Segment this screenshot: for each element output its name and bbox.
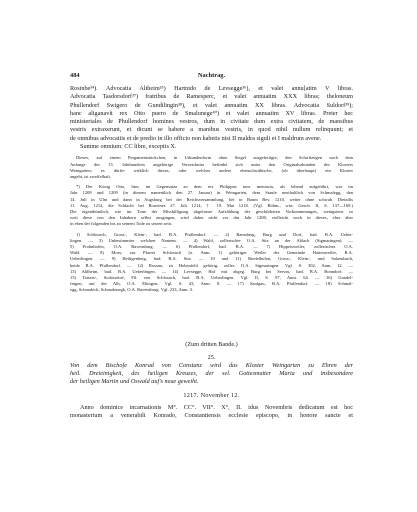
place-note-line: 15) Taisers-, Sodorsdorf, Fil. von Schlosach, bad. B.A. Ueberlingen. Vgl. II, S. 97, Anm. 64. — 16) Gundel- (70, 275, 353, 281)
page-content (70, 72, 353, 420)
place-note-line: fingen, auf der Alb, O.A. Ehingen. Vgl. S. 43, Anm. 8. — 17) Saulgau, B.A. Pfullendorf. — 18) Schmal- (70, 281, 353, 287)
footnote-line: 11. Aug. 1212, die Schlacht bei Bouvines 27. Juli 1214, † 19. Mai 1218. (Vgl. Böhm., wirt. Gesch. II, S. 137—169.) (70, 202, 353, 208)
place-note-line: 1) Schlosoch, Gross-, Klein-, bad. B.A. Pfullendorf. — 2) Ramsberg, Burg und Dorf, bad. B.A. Ueber- (76, 231, 353, 237)
summa-line: Summe omnium: CC libre, exceptis X. (80, 143, 177, 151)
note-line: Anfange des 13. Jahrhunderts angehörige Verzeichniss befindet sich unter den Originalurkunden des Klosters (70, 161, 353, 167)
document-number: 25. (207, 353, 216, 361)
place-note-line: beide B.A. Pfullendorf. — 12) Rossna, zu Hohenfeld gehörig, zoller. O.A. Sigmaringen. Vgl. S. 302, Anm. 12. — (70, 262, 353, 268)
footnote-line: *) Der König Otto, hier, im Gegensatze zu dem rex Philippus tunc memoria, als lebend aufgeführt, war im (76, 184, 353, 190)
note-line: Dieses, auf einem Pergamentstückchen, in Urkundenform ohne Siegel ausgefertigte, den Schriftzügen nach dem (76, 155, 353, 161)
footnote-line: Die eigenthümlich, wie im Tone der Missbilligung abgefasste Aufzählung der geschilderten Vorkommnungen, wenigstens so (70, 209, 353, 214)
text-line: ministeriales de Phullendorf homines vestros, dum in civitate dum extra civitatem, de mansibus (70, 118, 353, 126)
note-line: angeht, ist zweifelhaft. (70, 173, 111, 179)
footnote-line: weit diese von den Inhabern selbst ausgingen, wird daher nicht vor das Jahr 1208, vielleicht noch in dieses, eher aber (70, 215, 353, 221)
place-note-line: 13) Ahlheim, bad. B.A. Ueberlingen. — 14) Levsegge, Hof mit abgeg. Burg bei Servas, bad. B.A. Bonndorf. — (70, 268, 353, 274)
text-line: hanc aliganavit rex Otto puero de Smalunege⁴⁰) et valet annuatim XV libras. Preter hec (70, 109, 353, 117)
text-line: Phullendorf Swigero de Gundilingin³⁸), et valet annuatim XX libras. Advocatia Suldorf³⁹); (70, 101, 353, 109)
text-line: vestris extraxerunt, et dicunt se habere a manibus vestris, in quod nihil nullum relinquunt; et (70, 126, 353, 134)
footnote-line: Jahr 1208 und 1209 (in diesem namentlich den 27. Januar) in Weingarten, dem Staufe neuthaltlich von Schmalegg, den (70, 190, 353, 196)
place-note-line: Wald. — 8) Moss, zur Pfarrei Schlosach (a. Anm. 1) gehöriger Weiler der Gemeinde Hattenweiler, B.A. (70, 250, 353, 256)
text-line: Anno dominice incarnationis M°. CC°. VII°. X°, II. idus Novembris dedicatum est hoc (80, 403, 353, 411)
text-line: monasterium a venerabili Konrado, Constantiensis ecclesie episcopo, in honore sancte et (70, 411, 353, 419)
regest-line: Von dem Bischofe Konrad von Constanz wird das Kloster Weingarten zu Ehren der (70, 361, 353, 369)
footnote-line: 14. Juli in Ulm und dann in Augsburg bei der Reichsversammlung, bei in Baum Bev. 1210, weiter ohne schwab. Dtetailis (70, 196, 353, 202)
running-title: Nachtrag. (197, 72, 226, 79)
text-line: Rosinbe³⁴). Advocatia Altheim³⁵) Hartnido de Levsegge³⁶), et valet annu[atim V libras. (70, 85, 353, 92)
place-note-line: Ueberlingen. — 9) Heiligenberg, bad. B.A. Sitz. — 10 und 11) Riedelhofen, Gross-, Klein-, und Salzenbach, (70, 256, 353, 262)
page-number: 484 (70, 72, 80, 79)
running-head (70, 72, 353, 82)
document-date: 1217. November 12. (183, 391, 240, 399)
place-note-line: 5) Frohnhofen, O.A. Ravensburg. — 6) Pfullendorf, bad. B.A. — 7) Hippetsweiler, zollerisches O.A. (70, 244, 353, 250)
text-line: Advocatia Tasdorsdorf³⁷) fratribus de Ramesperc, et valet annuatim XXX libras; theloneum (70, 93, 353, 101)
place-note-line: lingen. — 3) Unbestimmter welchen Namens. — 4) Wald, zollerischer O.A. Sitz an der Ablach (Sigmaringen). — (70, 237, 353, 243)
regest (70, 362, 353, 387)
body-text-top (70, 85, 353, 151)
place-note-line: egg, Schmaleck, Schmalenegk, O.A. Ravensburg. Vgl. 233, Anm. 3. (70, 287, 194, 293)
regest-line: der heiligen Martin und Oswald auf's neue geweiht. (70, 378, 199, 386)
body-text-bottom (70, 404, 353, 421)
regest-line: heil. Dreieinigkeit, des heiligen Kreuzes, der sel. Gottesmutter Maria und insbesondere (70, 369, 353, 377)
text-line: de omnibus advocatiis et de predio in illo officio non habetis nisi II maldra siguli et I maldrum avene. (70, 134, 322, 142)
footnote-line: in eben der folgenden bis zu seinem Tode zu setzen sein. (70, 221, 172, 227)
editorial-note (70, 155, 353, 293)
volume-label: (Zum dritten Bande.) (185, 340, 238, 348)
note-line: Weingarten; es dürfte wirklich dieses, oder welches andere ebenschwäbische, (ob überhaupt) ein Kloster (70, 167, 353, 173)
